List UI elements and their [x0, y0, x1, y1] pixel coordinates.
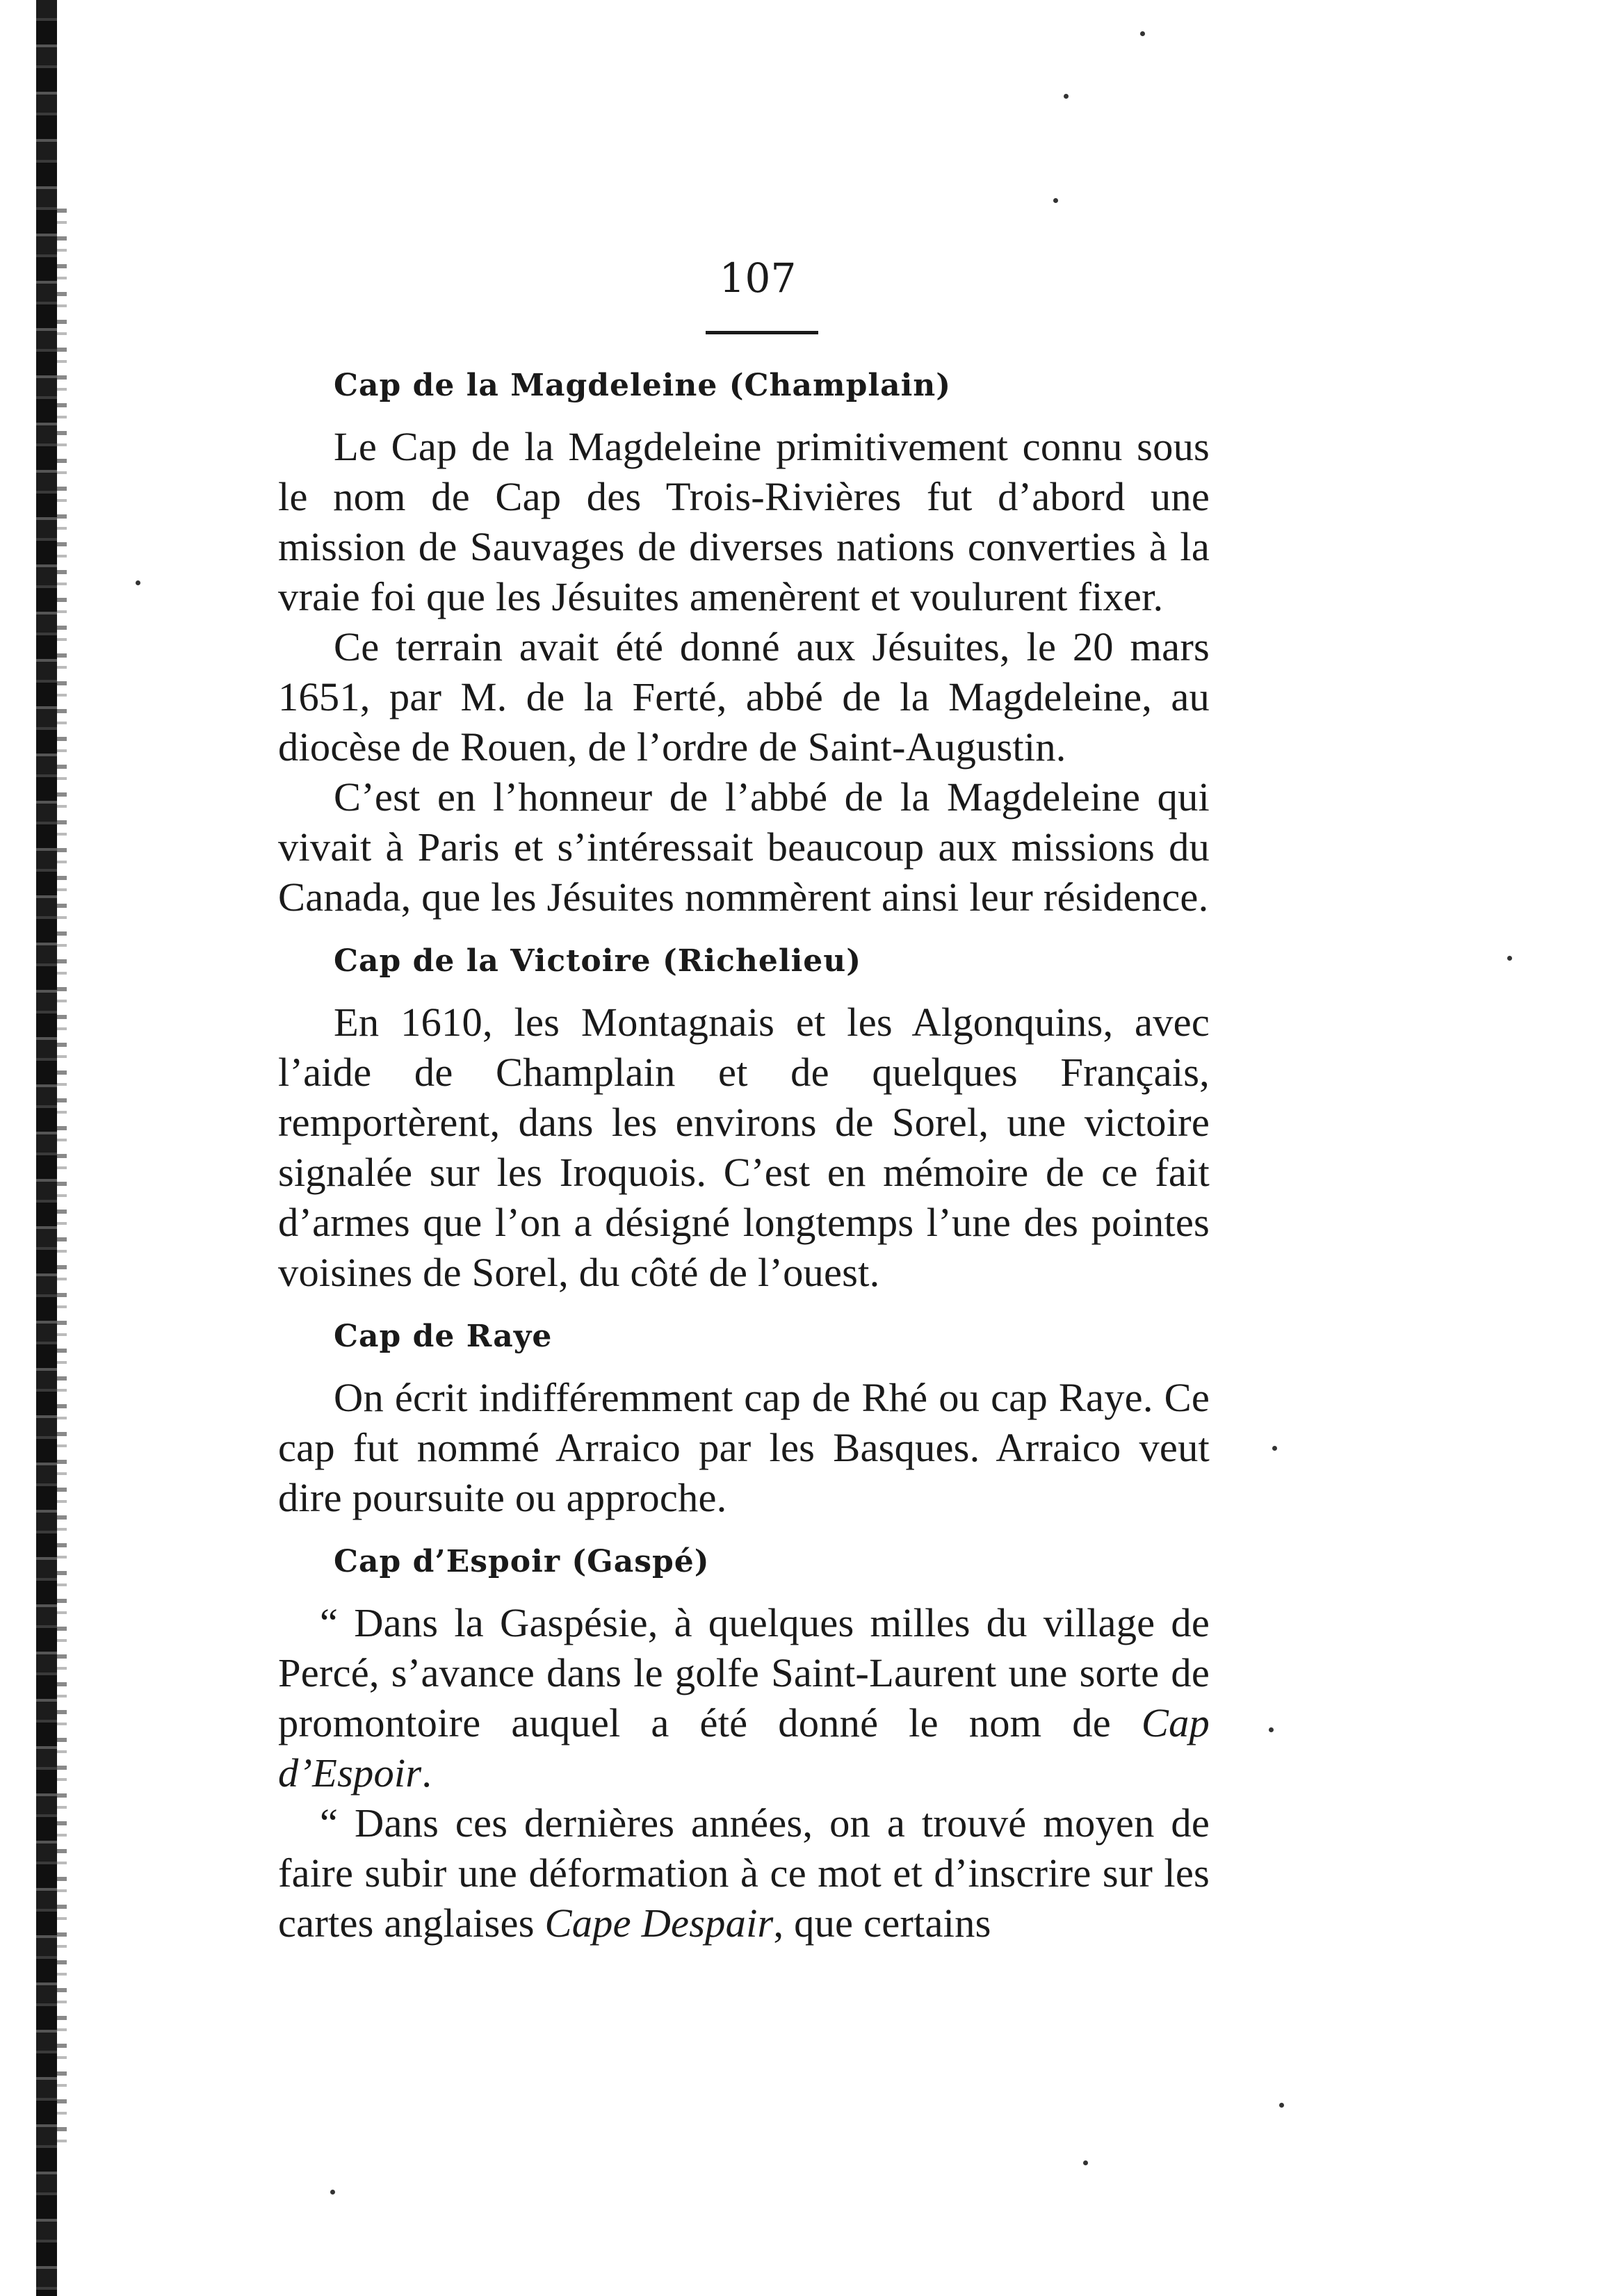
- paragraph: Le Cap de la Magdeleine primitivement connu sous le nom de Cap des Trois-Rivières fut d’abord une mission de Sauvages de diverses nations converties à la vraie foi que les Jésuites amenèrent et voulurent fixer.: [278, 424, 1210, 619]
- section-heading-cap-victoire: Cap de la Victoire (Richelieu): [334, 943, 862, 979]
- page-number-rule: [706, 331, 818, 334]
- book-binding-shadow: [57, 209, 67, 2155]
- section-heading-cap-raye: Cap de Raye: [334, 1319, 553, 1354]
- quote-text-end: .: [421, 1750, 432, 1796]
- paragraph: C’est en l’honneur de l’abbé de la Magdeleine qui vivait à Paris et s’intéressait beaucoup aux missions du Canada, que les Jésuites nommèrent ainsi leur résidence.: [278, 774, 1210, 920]
- paper-speck: [1269, 1727, 1274, 1732]
- paragraph: Ce terrain avait été donné aux Jésuites, le 20 mars 1651, par M. de la Ferté, abbé de la Magdeleine, au diocèse de Rouen, de l’ordre de Saint-Augustin.: [278, 624, 1210, 770]
- paragraph: On écrit indifféremment cap de Rhé ou cap Raye. Ce cap fut nommé Arraico par les Basques. Arraico veut dire poursuite ou approche.: [278, 1375, 1210, 1520]
- page-number: 107: [719, 254, 797, 302]
- paper-speck: [1083, 2160, 1088, 2165]
- section-heading-cap-magdeleine: Cap de la Magdeleine (Champlain): [334, 368, 952, 403]
- paper-speck: [1053, 198, 1058, 203]
- paper-speck: [1272, 1446, 1277, 1451]
- book-binding-edge: [36, 0, 57, 2296]
- paper-speck: [1064, 94, 1069, 99]
- paper-speck: [1140, 31, 1145, 36]
- quote-text: “ Dans ces dernières années, on a trouvé moyen de faire subir une déformation à ce mot et d’inscrire sur les cartes anglaises: [278, 1800, 1210, 1946]
- quote-paragraph: [278, 1798, 1210, 1948]
- section-heading-cap-espoir: Cap d’Espoir (Gaspé): [334, 1544, 710, 1579]
- page-body: [278, 365, 1210, 1948]
- paragraph: En 1610, les Montagnais et les Algonquins, avec l’aide de Champlain et de quelques Français, remportèrent, dans les environs de Sorel, une victoire signalée sur les Iroquois. C’est en mémoire de ce fait d’armes que l’on a désigné longtemps l’une des pointes voisines de Sorel, du côté de l’ouest.: [278, 1000, 1210, 1295]
- quote-italic-term: Cap d’Espoir: [278, 1700, 1210, 1796]
- quote-italic-term: Cape Despair: [544, 1900, 774, 1946]
- quote-text: “ Dans la Gaspésie, à quelques milles du village de Percé, s’avance dans le golfe Saint-Laurent une sorte de promontoire auquel a été donné le nom de: [278, 1600, 1210, 1745]
- quote-paragraph: [278, 1598, 1210, 1798]
- paper-speck: [1279, 2103, 1284, 2108]
- paper-speck: [1507, 956, 1512, 961]
- paper-speck: [330, 2190, 335, 2195]
- paper-speck: [136, 580, 140, 585]
- quote-text-end: , que certains: [773, 1900, 991, 1946]
